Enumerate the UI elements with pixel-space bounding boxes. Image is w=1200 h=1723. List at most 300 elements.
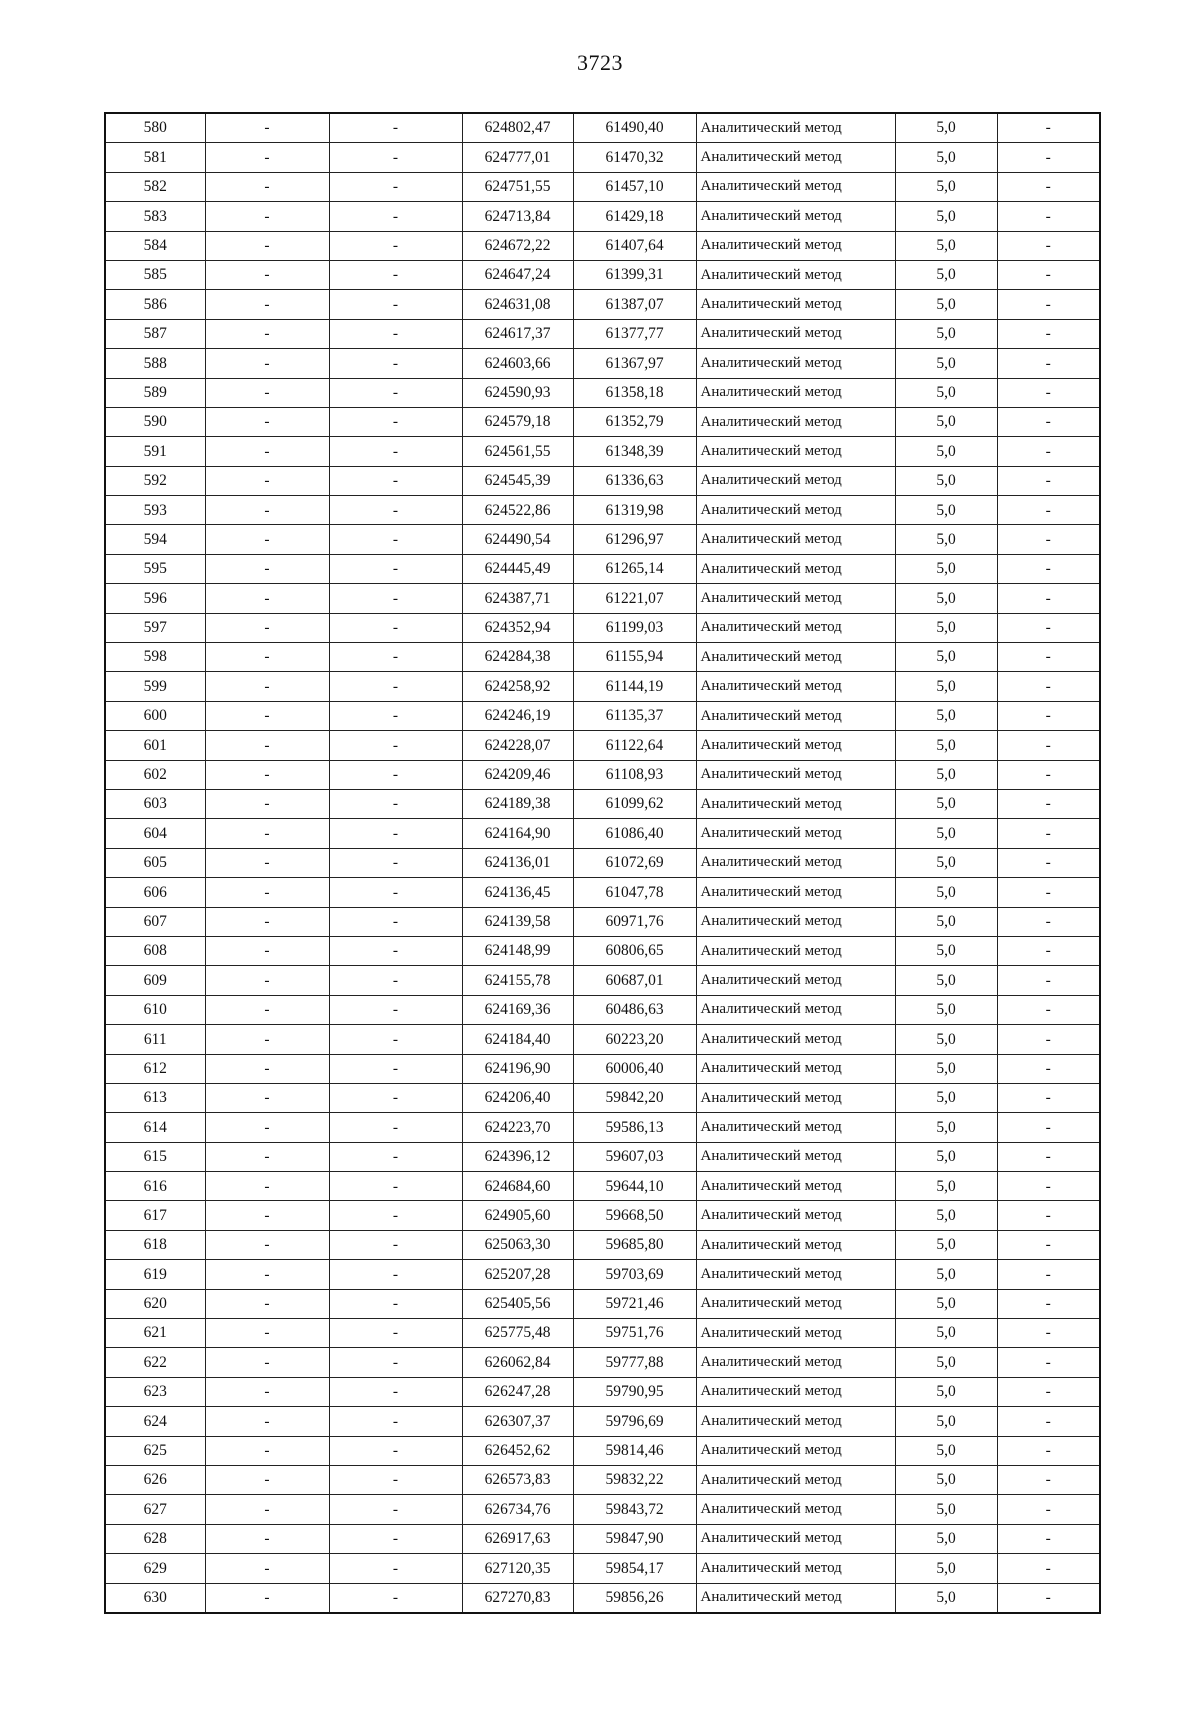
method-cell: Аналитический метод — [696, 466, 895, 495]
empty-cell-b: - — [329, 1025, 462, 1054]
accuracy-cell: 5,0 — [895, 202, 997, 231]
accuracy-cell: 5,0 — [895, 378, 997, 407]
method-cell: Аналитический метод — [696, 760, 895, 789]
point-number-cell: 615 — [105, 1142, 205, 1171]
table-row — [105, 1465, 1100, 1494]
coord-x-cell: 624189,38 — [462, 789, 573, 818]
point-number-cell: 595 — [105, 554, 205, 583]
method-cell: Аналитический метод — [696, 789, 895, 818]
accuracy-cell: 5,0 — [895, 407, 997, 436]
coord-y-cell: 59847,90 — [573, 1524, 696, 1553]
method-cell: Аналитический метод — [696, 936, 895, 965]
empty-cell-c: - — [997, 290, 1100, 319]
point-number-cell: 623 — [105, 1377, 205, 1406]
coord-x-cell: 624396,12 — [462, 1142, 573, 1171]
table-row — [105, 584, 1100, 613]
accuracy-cell: 5,0 — [895, 1260, 997, 1289]
point-number-cell: 626 — [105, 1465, 205, 1494]
coord-x-cell: 625063,30 — [462, 1230, 573, 1259]
point-number-cell: 608 — [105, 936, 205, 965]
coord-x-cell: 626452,62 — [462, 1436, 573, 1465]
coord-y-cell: 61336,63 — [573, 466, 696, 495]
point-number-cell: 592 — [105, 466, 205, 495]
coord-x-cell: 624579,18 — [462, 407, 573, 436]
empty-cell-a: - — [205, 1054, 329, 1083]
table-row — [105, 231, 1100, 260]
method-cell: Аналитический метод — [696, 1377, 895, 1406]
empty-cell-c: - — [997, 466, 1100, 495]
empty-cell-c: - — [997, 1524, 1100, 1553]
empty-cell-a: - — [205, 1407, 329, 1436]
method-cell: Аналитический метод — [696, 143, 895, 172]
coord-y-cell: 60223,20 — [573, 1025, 696, 1054]
empty-cell-c: - — [997, 1289, 1100, 1318]
coord-y-cell: 59668,50 — [573, 1201, 696, 1230]
empty-cell-c: - — [997, 525, 1100, 554]
coord-x-cell: 624206,40 — [462, 1083, 573, 1112]
coord-y-cell: 59721,46 — [573, 1289, 696, 1318]
method-cell: Аналитический метод — [696, 1260, 895, 1289]
empty-cell-c: - — [997, 1554, 1100, 1583]
empty-cell-c: - — [997, 1377, 1100, 1406]
coord-x-cell: 624223,70 — [462, 1113, 573, 1142]
table-row — [105, 1113, 1100, 1142]
coord-y-cell: 59790,95 — [573, 1377, 696, 1406]
empty-cell-c: - — [997, 1436, 1100, 1465]
method-cell: Аналитический метод — [696, 1583, 895, 1613]
accuracy-cell: 5,0 — [895, 672, 997, 701]
table-row — [105, 1083, 1100, 1112]
point-number-cell: 581 — [105, 143, 205, 172]
table-row — [105, 1319, 1100, 1348]
table-row — [105, 1377, 1100, 1406]
coord-x-cell: 624284,38 — [462, 643, 573, 672]
table-row — [105, 1054, 1100, 1083]
empty-cell-a: - — [205, 907, 329, 936]
empty-cell-b: - — [329, 466, 462, 495]
coord-x-cell: 624445,49 — [462, 554, 573, 583]
method-cell: Аналитический метод — [696, 349, 895, 378]
accuracy-cell: 5,0 — [895, 113, 997, 143]
empty-cell-b: - — [329, 172, 462, 201]
method-cell: Аналитический метод — [696, 878, 895, 907]
method-cell: Аналитический метод — [696, 1289, 895, 1318]
point-number-cell: 613 — [105, 1083, 205, 1112]
coord-y-cell: 61047,78 — [573, 878, 696, 907]
accuracy-cell: 5,0 — [895, 760, 997, 789]
table-row — [105, 966, 1100, 995]
empty-cell-a: - — [205, 290, 329, 319]
accuracy-cell: 5,0 — [895, 437, 997, 466]
method-cell: Аналитический метод — [696, 1113, 895, 1142]
coord-x-cell: 624590,93 — [462, 378, 573, 407]
method-cell: Аналитический метод — [696, 113, 895, 143]
table-row — [105, 172, 1100, 201]
coord-x-cell: 624209,46 — [462, 760, 573, 789]
point-number-cell: 600 — [105, 701, 205, 730]
table-row — [105, 1025, 1100, 1054]
method-cell: Аналитический метод — [696, 231, 895, 260]
point-number-cell: 616 — [105, 1172, 205, 1201]
method-cell: Аналитический метод — [696, 525, 895, 554]
coord-y-cell: 61470,32 — [573, 143, 696, 172]
empty-cell-b: - — [329, 907, 462, 936]
empty-cell-c: - — [997, 554, 1100, 583]
method-cell: Аналитический метод — [696, 1083, 895, 1112]
accuracy-cell: 5,0 — [895, 466, 997, 495]
point-number-cell: 594 — [105, 525, 205, 554]
coord-y-cell: 59607,03 — [573, 1142, 696, 1171]
empty-cell-a: - — [205, 437, 329, 466]
point-number-cell: 591 — [105, 437, 205, 466]
coord-x-cell: 626247,28 — [462, 1377, 573, 1406]
empty-cell-a: - — [205, 466, 329, 495]
accuracy-cell: 5,0 — [895, 966, 997, 995]
method-cell: Аналитический метод — [696, 554, 895, 583]
empty-cell-b: - — [329, 643, 462, 672]
method-cell: Аналитический метод — [696, 1054, 895, 1083]
coord-x-cell: 624490,54 — [462, 525, 573, 554]
empty-cell-b: - — [329, 789, 462, 818]
method-cell: Аналитический метод — [696, 407, 895, 436]
accuracy-cell: 5,0 — [895, 878, 997, 907]
accuracy-cell: 5,0 — [895, 1113, 997, 1142]
point-number-cell: 617 — [105, 1201, 205, 1230]
coord-x-cell: 624136,45 — [462, 878, 573, 907]
table-row — [105, 936, 1100, 965]
accuracy-cell: 5,0 — [895, 143, 997, 172]
coord-x-cell: 624713,84 — [462, 202, 573, 231]
table-row — [105, 613, 1100, 642]
empty-cell-a: - — [205, 1524, 329, 1553]
empty-cell-a: - — [205, 1025, 329, 1054]
point-number-cell: 625 — [105, 1436, 205, 1465]
method-cell: Аналитический метод — [696, 290, 895, 319]
accuracy-cell: 5,0 — [895, 172, 997, 201]
empty-cell-a: - — [205, 1583, 329, 1613]
accuracy-cell: 5,0 — [895, 496, 997, 525]
accuracy-cell: 5,0 — [895, 290, 997, 319]
empty-cell-a: - — [205, 1348, 329, 1377]
point-number-cell: 606 — [105, 878, 205, 907]
point-number-cell: 603 — [105, 789, 205, 818]
coord-y-cell: 61265,14 — [573, 554, 696, 583]
accuracy-cell: 5,0 — [895, 1407, 997, 1436]
coord-y-cell: 60486,63 — [573, 995, 696, 1024]
empty-cell-c: - — [997, 1025, 1100, 1054]
coord-x-cell: 624196,90 — [462, 1054, 573, 1083]
table-row — [105, 1407, 1100, 1436]
coord-x-cell: 624905,60 — [462, 1201, 573, 1230]
accuracy-cell: 5,0 — [895, 260, 997, 289]
coord-y-cell: 61221,07 — [573, 584, 696, 613]
coord-y-cell: 59854,17 — [573, 1554, 696, 1583]
empty-cell-b: - — [329, 231, 462, 260]
empty-cell-a: - — [205, 1465, 329, 1494]
empty-cell-a: - — [205, 1172, 329, 1201]
empty-cell-b: - — [329, 1319, 462, 1348]
empty-cell-b: - — [329, 1142, 462, 1171]
page-number: 3723 — [577, 50, 623, 75]
coord-y-cell: 59586,13 — [573, 1113, 696, 1142]
coord-y-cell: 61135,37 — [573, 701, 696, 730]
point-number-cell: 629 — [105, 1554, 205, 1583]
empty-cell-b: - — [329, 1230, 462, 1259]
empty-cell-b: - — [329, 378, 462, 407]
empty-cell-a: - — [205, 1260, 329, 1289]
empty-cell-a: - — [205, 260, 329, 289]
accuracy-cell: 5,0 — [895, 1201, 997, 1230]
empty-cell-a: - — [205, 349, 329, 378]
accuracy-cell: 5,0 — [895, 1054, 997, 1083]
accuracy-cell: 5,0 — [895, 789, 997, 818]
coord-y-cell: 61122,64 — [573, 731, 696, 760]
accuracy-cell: 5,0 — [895, 584, 997, 613]
accuracy-cell: 5,0 — [895, 1554, 997, 1583]
empty-cell-c: - — [997, 1407, 1100, 1436]
empty-cell-b: - — [329, 1083, 462, 1112]
empty-cell-a: - — [205, 496, 329, 525]
empty-cell-b: - — [329, 1054, 462, 1083]
empty-cell-c: - — [997, 584, 1100, 613]
table-row — [105, 466, 1100, 495]
method-cell: Аналитический метод — [696, 966, 895, 995]
empty-cell-c: - — [997, 1142, 1100, 1171]
coord-x-cell: 624155,78 — [462, 966, 573, 995]
point-number-cell: 620 — [105, 1289, 205, 1318]
method-cell: Аналитический метод — [696, 1319, 895, 1348]
empty-cell-a: - — [205, 995, 329, 1024]
coord-y-cell: 61296,97 — [573, 525, 696, 554]
coord-x-cell: 624164,90 — [462, 819, 573, 848]
empty-cell-b: - — [329, 407, 462, 436]
coord-y-cell: 59842,20 — [573, 1083, 696, 1112]
point-number-cell: 602 — [105, 760, 205, 789]
empty-cell-b: - — [329, 143, 462, 172]
empty-cell-b: - — [329, 1113, 462, 1142]
coordinates-table — [104, 112, 1101, 1614]
empty-cell-b: - — [329, 1289, 462, 1318]
accuracy-cell: 5,0 — [895, 1583, 997, 1613]
point-number-cell: 605 — [105, 848, 205, 877]
empty-cell-c: - — [997, 1113, 1100, 1142]
table-row — [105, 1172, 1100, 1201]
empty-cell-a: - — [205, 878, 329, 907]
method-cell: Аналитический метод — [696, 1407, 895, 1436]
accuracy-cell: 5,0 — [895, 848, 997, 877]
empty-cell-a: - — [205, 525, 329, 554]
table-body — [105, 113, 1100, 1613]
method-cell: Аналитический метод — [696, 819, 895, 848]
accuracy-cell: 5,0 — [895, 1230, 997, 1259]
coord-y-cell: 61155,94 — [573, 643, 696, 672]
empty-cell-b: - — [329, 1436, 462, 1465]
method-cell: Аналитический метод — [696, 1025, 895, 1054]
coord-x-cell: 624672,22 — [462, 231, 573, 260]
empty-cell-b: - — [329, 349, 462, 378]
coord-x-cell: 624522,86 — [462, 496, 573, 525]
coord-x-cell: 626307,37 — [462, 1407, 573, 1436]
empty-cell-b: - — [329, 1201, 462, 1230]
coord-x-cell: 624148,99 — [462, 936, 573, 965]
method-cell: Аналитический метод — [696, 1142, 895, 1171]
point-number-cell: 588 — [105, 349, 205, 378]
accuracy-cell: 5,0 — [895, 1436, 997, 1465]
empty-cell-b: - — [329, 966, 462, 995]
empty-cell-b: - — [329, 848, 462, 877]
empty-cell-a: - — [205, 231, 329, 260]
method-cell: Аналитический метод — [696, 1495, 895, 1524]
coord-y-cell: 61457,10 — [573, 172, 696, 201]
point-number-cell: 618 — [105, 1230, 205, 1259]
empty-cell-b: - — [329, 1260, 462, 1289]
method-cell: Аналитический метод — [696, 260, 895, 289]
point-number-cell: 584 — [105, 231, 205, 260]
empty-cell-a: - — [205, 966, 329, 995]
point-number-cell: 580 — [105, 113, 205, 143]
empty-cell-a: - — [205, 1142, 329, 1171]
empty-cell-a: - — [205, 554, 329, 583]
table-row — [105, 907, 1100, 936]
method-cell: Аналитический метод — [696, 907, 895, 936]
table-row — [105, 525, 1100, 554]
accuracy-cell: 5,0 — [895, 1142, 997, 1171]
method-cell: Аналитический метод — [696, 172, 895, 201]
table-row — [105, 113, 1100, 143]
method-cell: Аналитический метод — [696, 1436, 895, 1465]
empty-cell-b: - — [329, 290, 462, 319]
empty-cell-b: - — [329, 701, 462, 730]
coord-x-cell: 627270,83 — [462, 1583, 573, 1613]
coord-y-cell: 61144,19 — [573, 672, 696, 701]
coord-y-cell: 61358,18 — [573, 378, 696, 407]
empty-cell-c: - — [997, 848, 1100, 877]
coord-y-cell: 59796,69 — [573, 1407, 696, 1436]
empty-cell-c: - — [997, 496, 1100, 525]
coord-x-cell: 624647,24 — [462, 260, 573, 289]
empty-cell-c: - — [997, 319, 1100, 348]
empty-cell-a: - — [205, 643, 329, 672]
accuracy-cell: 5,0 — [895, 319, 997, 348]
table-row — [105, 848, 1100, 877]
accuracy-cell: 5,0 — [895, 1495, 997, 1524]
empty-cell-c: - — [997, 995, 1100, 1024]
point-number-cell: 599 — [105, 672, 205, 701]
empty-cell-a: - — [205, 789, 329, 818]
coord-x-cell: 624561,55 — [462, 437, 573, 466]
empty-cell-b: - — [329, 878, 462, 907]
empty-cell-c: - — [997, 1230, 1100, 1259]
coord-y-cell: 61199,03 — [573, 613, 696, 642]
empty-cell-c: - — [997, 966, 1100, 995]
coord-y-cell: 59685,80 — [573, 1230, 696, 1259]
coord-y-cell: 60806,65 — [573, 936, 696, 965]
method-cell: Аналитический метод — [696, 584, 895, 613]
coord-x-cell: 624545,39 — [462, 466, 573, 495]
empty-cell-a: - — [205, 1377, 329, 1406]
empty-cell-b: - — [329, 731, 462, 760]
table-row — [105, 701, 1100, 730]
coord-x-cell: 624777,01 — [462, 143, 573, 172]
empty-cell-a: - — [205, 1083, 329, 1112]
empty-cell-b: - — [329, 1554, 462, 1583]
coord-x-cell: 625207,28 — [462, 1260, 573, 1289]
empty-cell-b: - — [329, 584, 462, 613]
coord-y-cell: 59777,88 — [573, 1348, 696, 1377]
method-cell: Аналитический метод — [696, 1201, 895, 1230]
empty-cell-a: - — [205, 819, 329, 848]
accuracy-cell: 5,0 — [895, 907, 997, 936]
accuracy-cell: 5,0 — [895, 819, 997, 848]
coord-x-cell: 624603,66 — [462, 349, 573, 378]
point-number-cell: 590 — [105, 407, 205, 436]
coord-y-cell: 61367,97 — [573, 349, 696, 378]
point-number-cell: 621 — [105, 1319, 205, 1348]
table-row — [105, 554, 1100, 583]
coord-x-cell: 624684,60 — [462, 1172, 573, 1201]
empty-cell-a: - — [205, 143, 329, 172]
table-row — [105, 643, 1100, 672]
table-row — [105, 437, 1100, 466]
empty-cell-c: - — [997, 378, 1100, 407]
method-cell: Аналитический метод — [696, 437, 895, 466]
accuracy-cell: 5,0 — [895, 701, 997, 730]
empty-cell-b: - — [329, 1524, 462, 1553]
empty-cell-c: - — [997, 613, 1100, 642]
method-cell: Аналитический метод — [696, 701, 895, 730]
accuracy-cell: 5,0 — [895, 613, 997, 642]
table-row — [105, 760, 1100, 789]
empty-cell-c: - — [997, 789, 1100, 818]
coord-y-cell: 61108,93 — [573, 760, 696, 789]
empty-cell-a: - — [205, 613, 329, 642]
empty-cell-b: - — [329, 437, 462, 466]
point-number-cell: 630 — [105, 1583, 205, 1613]
point-number-cell: 586 — [105, 290, 205, 319]
coord-x-cell: 624631,08 — [462, 290, 573, 319]
coord-x-cell: 625405,56 — [462, 1289, 573, 1318]
empty-cell-a: - — [205, 319, 329, 348]
coord-y-cell: 59644,10 — [573, 1172, 696, 1201]
table-row — [105, 995, 1100, 1024]
empty-cell-c: - — [997, 907, 1100, 936]
empty-cell-b: - — [329, 319, 462, 348]
accuracy-cell: 5,0 — [895, 1524, 997, 1553]
empty-cell-b: - — [329, 1407, 462, 1436]
empty-cell-b: - — [329, 496, 462, 525]
accuracy-cell: 5,0 — [895, 349, 997, 378]
method-cell: Аналитический метод — [696, 643, 895, 672]
empty-cell-a: - — [205, 701, 329, 730]
coord-y-cell: 61377,77 — [573, 319, 696, 348]
coord-y-cell: 60006,40 — [573, 1054, 696, 1083]
empty-cell-a: - — [205, 172, 329, 201]
coord-x-cell: 624139,58 — [462, 907, 573, 936]
method-cell: Аналитический метод — [696, 1348, 895, 1377]
point-number-cell: 614 — [105, 1113, 205, 1142]
empty-cell-a: - — [205, 1289, 329, 1318]
table-row — [105, 1554, 1100, 1583]
empty-cell-b: - — [329, 613, 462, 642]
empty-cell-c: - — [997, 1260, 1100, 1289]
coord-x-cell: 626917,63 — [462, 1524, 573, 1553]
method-cell: Аналитический метод — [696, 319, 895, 348]
empty-cell-b: - — [329, 819, 462, 848]
accuracy-cell: 5,0 — [895, 1377, 997, 1406]
point-number-cell: 585 — [105, 260, 205, 289]
point-number-cell: 607 — [105, 907, 205, 936]
empty-cell-c: - — [997, 701, 1100, 730]
